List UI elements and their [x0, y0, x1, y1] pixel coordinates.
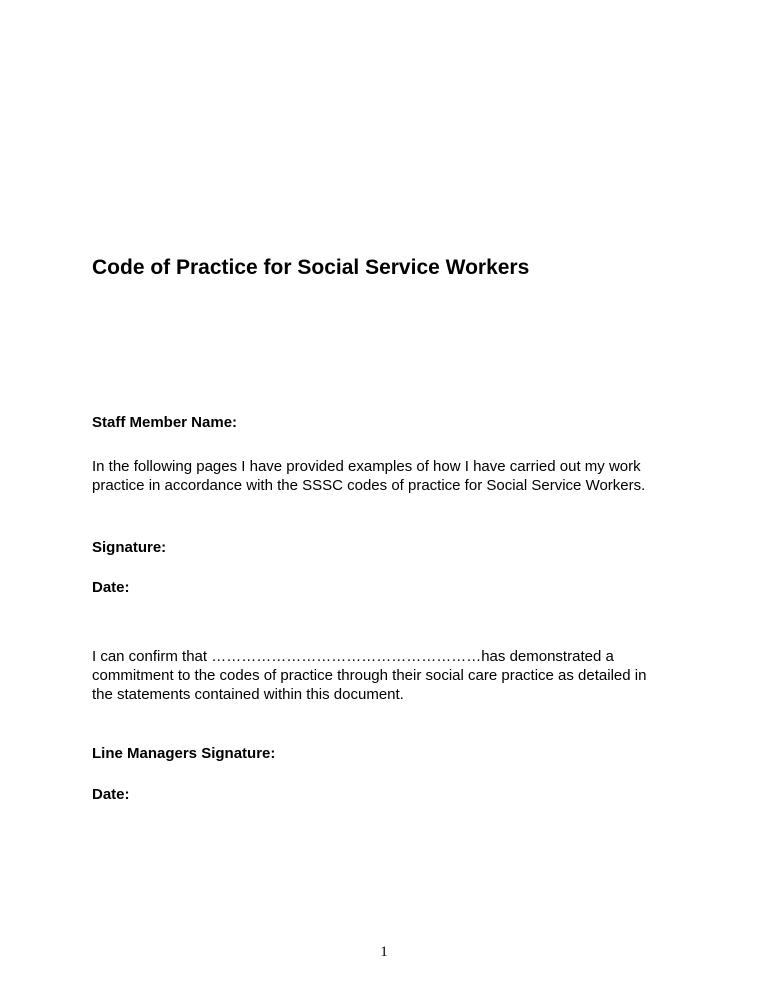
signature-label: Signature: — [92, 539, 167, 556]
confirmation-paragraph: I can confirm that ………………………………………………has demonstrated a commitment to the codes of practice through their social care practice as detailed in the statements contained within this document. — [92, 648, 647, 703]
date-label-staff: Date: — [92, 579, 130, 596]
statement-paragraph: In the following pages I have provided examples of how I have carried out my work practice in accordance with the SSSC codes of practice for Social Service Workers. — [92, 458, 646, 494]
page-number: 1 — [380, 944, 388, 960]
date-label-manager: Date: — [92, 786, 130, 803]
document-title: Code of Practice for Social Service Workers — [92, 256, 530, 279]
staff-member-name-label: Staff Member Name: — [92, 414, 238, 431]
line-manager-signature-label: Line Managers Signature: — [92, 745, 276, 762]
